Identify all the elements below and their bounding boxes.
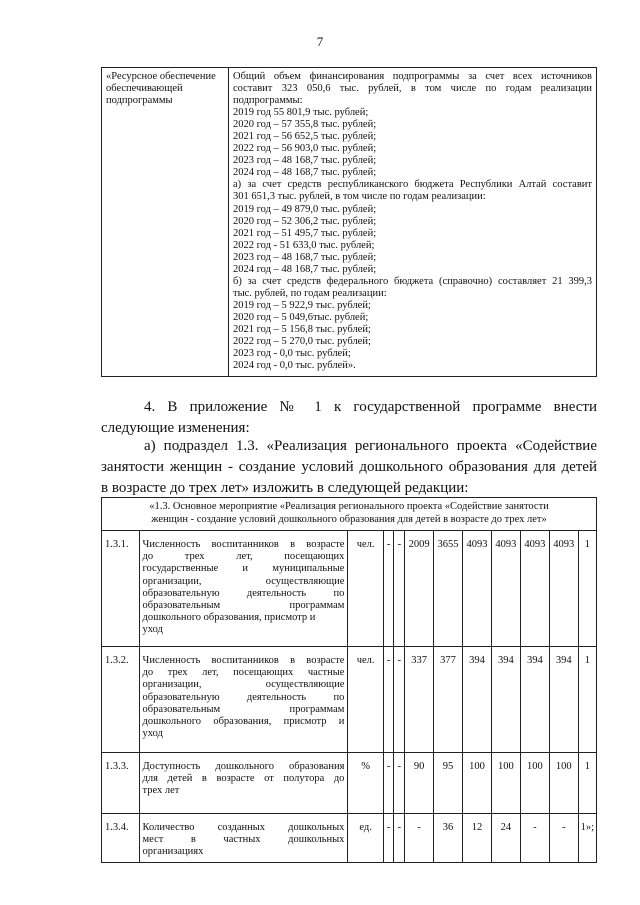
last-cell: 1»; [578,814,596,863]
resource-label-line: обеспечивающей [106,83,183,94]
value-cell: 100 [463,753,492,814]
indicator-name-line: Количество созданных дошкольных [142,822,345,833]
federal-intro-line: б) за счет средств федерального бюджета (справочно) составляет 21 399,3 [233,275,592,287]
value-cell: 4093 [491,531,520,647]
unit-cell: ед. [348,814,383,863]
regional-year-line: 2022 год - 51 633,0 тыс. рублей; [233,239,375,251]
indicator-name-line: мест в частных дошкольных [142,834,345,846]
paragraph-4-line: следующие изменения: [101,420,250,436]
unit-cell: чел. [348,531,383,647]
indicator-name-line: для детей в возрасте от полутора до [142,773,345,785]
subparagraph-a-line: в возрасте до трех лет» изложить в следующей редакции: [101,480,469,496]
table-row [102,753,597,814]
federal-year-line: 2020 год – 5 049,6тыс. рублей; [233,311,369,323]
value-cell: 394 [549,647,578,753]
federal-year-line: 2019 год – 5 922,9 тыс. рублей; [233,299,371,311]
value-cell: 24 [491,814,520,863]
dash-cell: - [383,753,394,814]
value-cell: 100 [549,753,578,814]
indicator-name [139,647,348,753]
row-number: 1.3.3. [102,753,140,814]
dash-cell: - [383,647,394,753]
dash-cell: - [394,753,405,814]
resource-label-cell [102,68,229,377]
regional-intro-line: 301 651,3 тыс. рублей, в том числе по годам реализации: [233,191,486,203]
row-number: 1.3.2. [102,647,140,753]
indicator-name-line: образовательным программам [142,703,345,715]
resource-label-line: подпрограммы [106,95,173,106]
last-cell: 1 [578,753,596,814]
indicator-name-line: уход [142,728,163,740]
value-cell: 377 [434,647,463,753]
dash-cell: - [394,647,405,753]
measures-table [101,497,597,863]
total-year-line: 2019 год 55 801,9 тыс. рублей; [233,107,369,119]
subparagraph-a-line: занятости женщин - создание условий дошкольного образования для детей [101,459,597,475]
resource-label-line: «Ресурсное обеспечение [106,71,216,82]
federal-intro-line: тыс. рублей, по годам реализации: [233,287,387,299]
value-cell: 36 [434,814,463,863]
indicator-name-line: дошкольного образования, присмотр и [142,716,345,728]
header-line: «1.3. Основное мероприятие «Реализация регионального проекта «Содействие занятости [149,501,549,512]
value-cell: 2009 [405,531,434,647]
federal-year-line: 2023 год - 0,0 тыс. рублей; [233,348,351,360]
measures-table-header [102,498,597,531]
value-cell: 4093 [520,531,549,647]
indicator-name [139,753,348,814]
table-row [102,647,597,753]
indicator-name-line: государственные и муниципальные [142,563,345,575]
indicator-name-line: образовательным программам [142,600,345,612]
dash-cell: - [383,531,394,647]
value-cell: 337 [405,647,434,753]
total-year-line: 2022 год – 56 903,0 тыс. рублей; [233,143,377,155]
regional-year-line: 2019 год – 49 879,0 тыс. рублей; [233,203,377,215]
row-number: 1.3.1. [102,531,140,647]
indicator-name-line: до трех лет, посещающих [142,551,345,563]
value-cell: 3655 [434,531,463,647]
resource-details-cell [229,68,597,377]
federal-year-line: 2024 год - 0,0 тыс. рублей». [233,360,356,372]
indicator-name-line: трех лет [142,785,180,797]
intro-line: подпрограммы: [233,95,303,107]
indicator-name [139,531,348,647]
value-cell: 4093 [463,531,492,647]
value-cell: 394 [463,647,492,753]
table-row [102,814,597,863]
value-cell: - [520,814,549,863]
indicator-name-line: организациях [142,846,204,858]
indicator-name-line: организации, осуществляющие [142,575,345,587]
indicator-name-line: Численность воспитанников в возрасте [142,539,345,550]
total-year-line: 2020 год – 57 355,8 тыс. рублей; [233,119,377,131]
value-cell: 394 [491,647,520,753]
federal-year-line: 2021 год – 5 156,8 тыс. рублей; [233,323,371,335]
subparagraph-a [101,436,597,499]
regional-year-line: 2020 год – 52 306,2 тыс. рублей; [233,215,377,227]
last-cell: 1 [578,647,596,753]
value-cell: - [405,814,434,863]
intro-line: Общий объем финансирования подпрограммы за счет всех источников [233,71,592,82]
table-row [102,531,597,647]
indicator-name-line: образовательную деятельность по [142,587,345,599]
resource-table [101,67,597,377]
unit-cell: % [348,753,383,814]
indicator-name-line: дошкольного образования, присмотр и [142,612,316,624]
total-year-line: 2021 год – 56 652,5 тыс. рублей; [233,131,377,143]
value-cell: 4093 [549,531,578,647]
indicator-name-line: образовательную деятельность по [142,691,345,703]
dash-cell: - [394,814,405,863]
value-cell: 100 [491,753,520,814]
intro-line: составит 323 050,6 тыс. рублей, в том числе по годам реализации [233,83,592,95]
regional-intro-line: а) за счет средств республиканского бюджета Республики Алтай составит [233,179,592,191]
unit-cell: чел. [348,647,383,753]
value-cell: - [549,814,578,863]
regional-year-line: 2023 год – 48 168,7 тыс. рублей; [233,251,377,263]
paragraph-4-line: 4. В приложение № 1 к государственной программе внести [144,399,597,415]
header-line: женщин - создание условий дошкольного образования для детей в возрасте до трех лет» [151,513,547,525]
dash-cell: - [394,531,405,647]
value-cell: 394 [520,647,549,753]
paragraph-4 [101,397,597,439]
regional-year-line: 2021 год – 51 495,7 тыс. рублей; [233,227,377,239]
indicator-name [139,814,348,863]
page-number: 7 [316,34,324,49]
value-cell: 100 [520,753,549,814]
indicator-name-line: уход [142,624,163,636]
total-year-line: 2024 год – 48 168,7 тыс. рублей; [233,167,377,179]
value-cell: 90 [405,753,434,814]
subparagraph-a-line: а) подраздел 1.3. «Реализация регионального проекта «Содействие [144,438,597,454]
indicator-name-line: Доступность дошкольного образования [142,761,345,772]
indicator-name-line: Численность воспитанников в возрасте [142,655,345,666]
total-year-line: 2023 год – 48 168,7 тыс. рублей; [233,155,377,167]
dash-cell: - [383,814,394,863]
value-cell: 12 [463,814,492,863]
regional-year-line: 2024 год – 48 168,7 тыс. рублей; [233,263,377,275]
value-cell: 95 [434,753,463,814]
indicator-name-line: до трех лет, посещающих частные [142,667,345,679]
row-number: 1.3.4. [102,814,140,863]
last-cell: 1 [578,531,596,647]
federal-year-line: 2022 год – 5 270,0 тыс. рублей; [233,336,371,348]
indicator-name-line: организации, осуществляющие [142,679,345,691]
